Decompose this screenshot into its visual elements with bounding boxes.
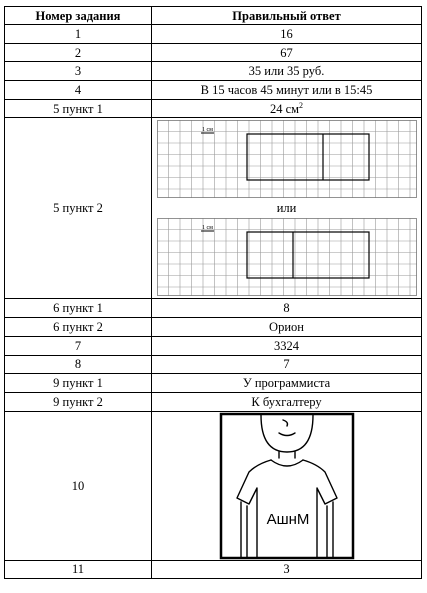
task-number: 10 <box>5 411 152 560</box>
task-number: 6 пункт 1 <box>5 299 152 318</box>
rectangle-shape <box>247 232 369 278</box>
table-row <box>5 318 422 337</box>
table-row <box>5 43 422 62</box>
task-number: 11 <box>5 560 152 579</box>
table-row <box>5 336 422 355</box>
header-task-number: Номер задания <box>5 7 152 25</box>
table-row <box>5 411 422 560</box>
person-tshirt-drawing <box>219 412 355 560</box>
answer: У программиста <box>152 374 422 393</box>
answer <box>152 99 422 118</box>
or-label: или <box>276 201 297 216</box>
grid-figure-1 <box>157 120 417 198</box>
shirt-text: АшнМ <box>266 510 309 528</box>
scale-label: 1 см <box>201 225 213 232</box>
table-row <box>5 118 422 299</box>
rectangle-shape <box>247 134 369 180</box>
answer: 35 или 35 руб. <box>152 62 422 81</box>
answers-table <box>4 6 422 579</box>
grid-figure-2 <box>157 218 417 296</box>
answer-value: 24 см <box>269 101 300 116</box>
table-row <box>5 560 422 579</box>
table-row <box>5 392 422 411</box>
answer: 16 <box>152 25 422 44</box>
table-row <box>5 299 422 318</box>
answer: 3324 <box>152 336 422 355</box>
header-correct-answer: Правильный ответ <box>152 7 422 25</box>
answer: В 15 часов 45 минут или в 15:45 <box>152 81 422 100</box>
task-number: 9 пункт 2 <box>5 392 152 411</box>
answer: К бухгалтеру <box>152 392 422 411</box>
answer: 67 <box>152 43 422 62</box>
table-row <box>5 62 422 81</box>
task-number: 5 пункт 1 <box>5 99 152 118</box>
scale-label: 1 см <box>201 127 213 134</box>
answer-superscript: 2 <box>299 100 304 110</box>
task-number: 1 <box>5 25 152 44</box>
answer-figure <box>152 411 422 560</box>
task-number: 6 пункт 2 <box>5 318 152 337</box>
answer: Орион <box>152 318 422 337</box>
answer: 3 <box>152 560 422 579</box>
task-number: 3 <box>5 62 152 81</box>
table-row <box>5 25 422 44</box>
task-number: 9 пункт 1 <box>5 374 152 393</box>
answer-figures <box>152 118 422 299</box>
task-number: 4 <box>5 81 152 100</box>
table-row <box>5 81 422 100</box>
task-number: 5 пункт 2 <box>5 118 152 299</box>
table-row <box>5 99 422 118</box>
header-row <box>5 7 422 25</box>
answer: 8 <box>152 299 422 318</box>
table-row <box>5 355 422 374</box>
table-row <box>5 374 422 393</box>
answer: 7 <box>152 355 422 374</box>
task-number: 7 <box>5 336 152 355</box>
task-number: 2 <box>5 43 152 62</box>
task-number: 8 <box>5 355 152 374</box>
